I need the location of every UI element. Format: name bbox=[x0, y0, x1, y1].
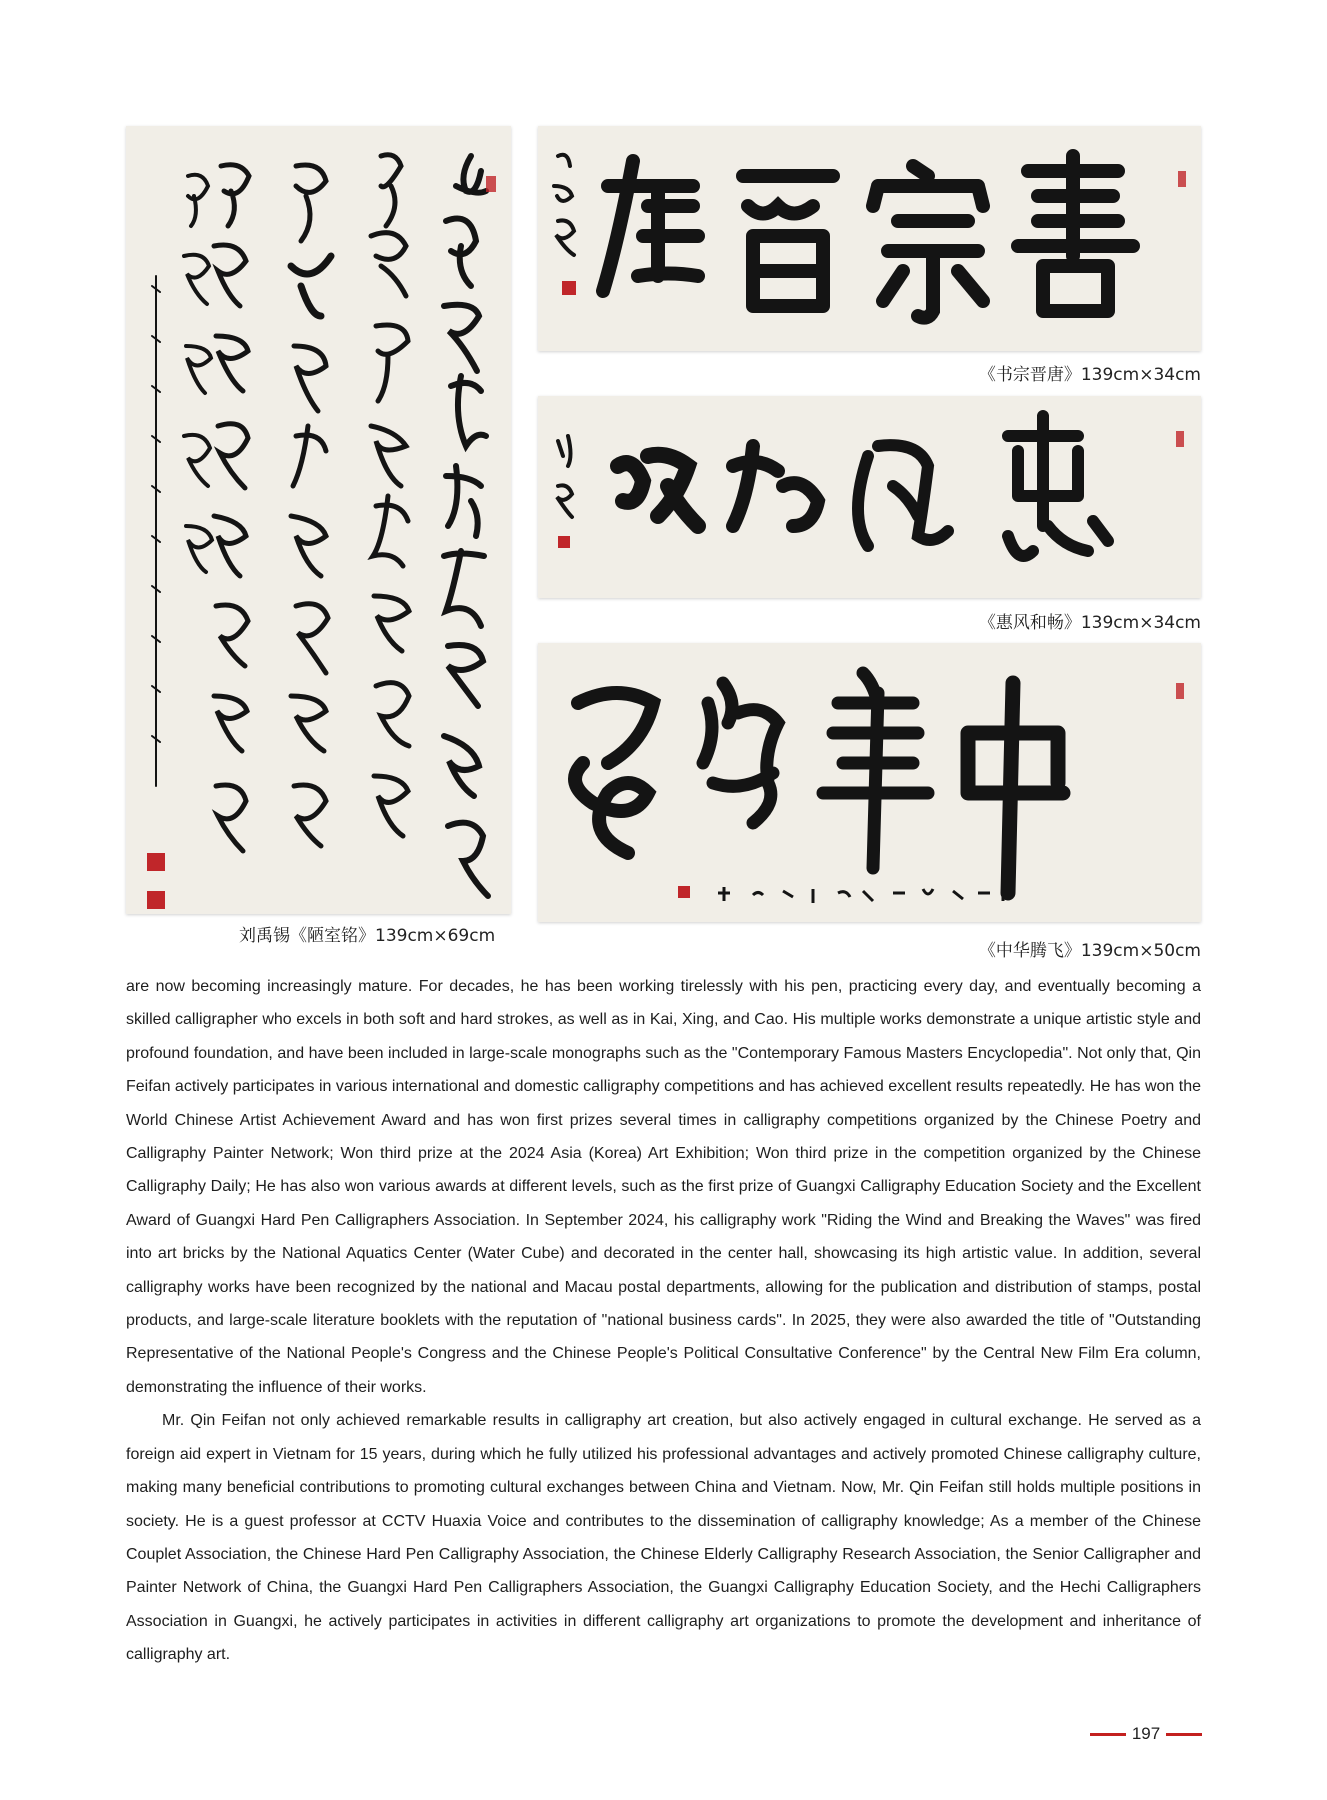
calligraphy-image bbox=[538, 126, 1201, 351]
paragraph-2: Mr. Qin Feifan not only achieved remarkable results in calligraphy art creation, but also actively engaged in cultural exchange. He served as a foreign aid expert in Vietnam for 15 years, during which he fully utilized his professional advantages and actively promoted Chinese calligraphy culture, making many beneficial contributions to promoting cultural exchanges between China and Vietnam. Now, Mr. Qin Feifan still holds multiple positions in society. He is a guest professor at CCTV Huaxia Voice and contributes to the dissemination of calligraphy knowledge; As a member of the Chinese Couplet Association, the Chinese Hard Pen Calligraphy Association, the Chinese Elderly Calligraphy Research Association, the Senior Calligrapher and Painter Network of China, the Guangxi Hard Pen Calligraphers Association, the Guangxi Calligraphy Education Society, and the Hechi Calligraphers Association in Guangxi, he actively participates in activities in different calligraphy art organizations to promote the development and inheritance of calligraphy art. bbox=[126, 1412, 1201, 1664]
article-body bbox=[126, 970, 1201, 1672]
caption-zhonghuatengfei: 《中华腾飞》139cm×50cm bbox=[978, 941, 1201, 961]
calligraphy-image bbox=[126, 126, 511, 914]
calligraphy-image bbox=[538, 396, 1201, 598]
page-number-rule-left bbox=[1090, 1733, 1126, 1736]
caption-lousheming: 刘禹锡《陋室铭》139cm×69cm bbox=[239, 926, 496, 946]
calligraphy-image bbox=[538, 643, 1201, 922]
caption-shuzongjintang: 《书宗晋唐》139cm×34cm bbox=[978, 365, 1201, 385]
artwork-zhonghuatengfei bbox=[538, 643, 1201, 922]
caption-huifenghechang: 《惠风和畅》139cm×34cm bbox=[978, 613, 1201, 633]
page-number: 197 bbox=[1131, 1724, 1161, 1743]
paragraph-1: are now becoming increasingly mature. For decades, he has been working tirelessly with his pen, practicing every day, and eventually becoming a skilled calligrapher who excels in both soft and hard strokes, as well as in Kai, Xing, and Cao. His multiple works demonstrate a unique artistic style and profound foundation, and have been included in large-scale monographs such as the "Contemporary Famous Masters Encyclopedia". Not only that, Qin Feifan actively participates in various international and domestic calligraphy competitions and has achieved excellent results repeatedly. He has won the World Chinese Artist Achievement Award and has won first prizes several times in calligraphy competitions organized by the Chinese Poetry and Calligraphy Painter Network; Won third prize at the 2024 Asia (Korea) Art Exhibition; Won third prize in the competition organized by the Chinese Calligraphy Daily; He has also won various awards at different levels, such as the first prize of Guangxi Calligraphy Education Society and the Excellent Award of Guangxi Hard Pen Calligraphers Association. In September 2024, his calligraphy work "Riding the Wind and Breaking the Waves" was fired into art bricks by the National Aquatics Center (Water Cube) and decorated in the center hall, showcasing its high artistic value. In addition, several calligraphy works have been recognized by the national and Macau postal departments, allowing for the publication and distribution of stamps, postal products, and large-scale literature booklets with the reputation of "national business cards". In 2025, they were also awarded the title of "Outstanding Representative of the National People's Congress and the Chinese People's Political Consultative Conference" by the Central New Film Era column, demonstrating the influence of their works. bbox=[126, 978, 1201, 1396]
artwork-shuzongjintang bbox=[538, 126, 1201, 351]
artwork-lousheming bbox=[126, 126, 511, 914]
page-number-footer bbox=[1090, 1722, 1202, 1746]
artwork-huifenghechang bbox=[538, 396, 1201, 598]
page-number-rule-right bbox=[1166, 1733, 1202, 1736]
